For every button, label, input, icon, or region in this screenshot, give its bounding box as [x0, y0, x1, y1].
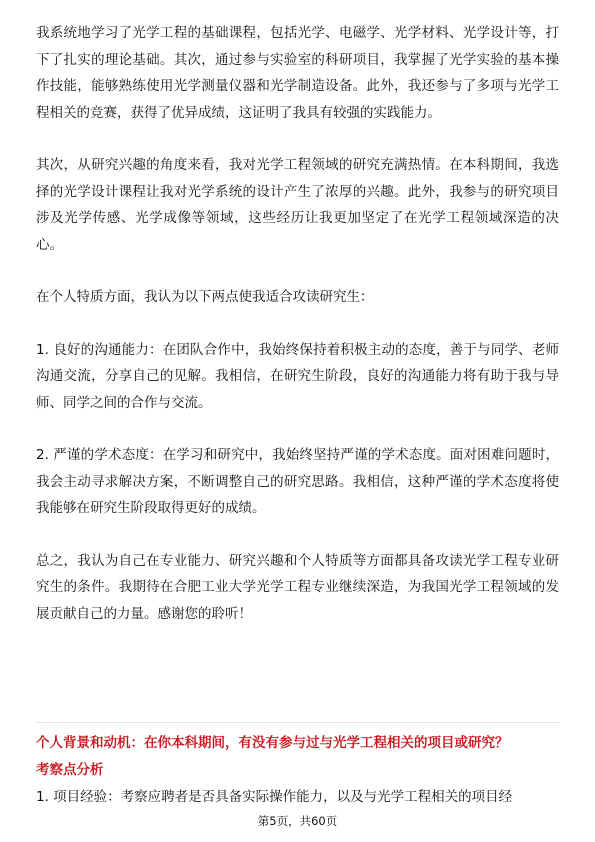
paragraph-gap	[36, 522, 559, 548]
paragraph-gap	[36, 258, 559, 284]
page-number: 第5页，共60页	[257, 814, 338, 828]
paragraph-gap	[36, 311, 559, 337]
paragraph-research-interest: 其次，从研究兴趣的角度来看，我对光学工程领域的研究充满热情。在本科期间，我选择的光学设计课程让我对光学系统的设计产生了浓厚的兴趣。此外，我参与的研究项目涉及光学传感、光学成像等领域，这些经历让我更加坚定了在光学工程领域深造的决心。	[36, 157, 559, 253]
paragraph-coursework: 我系统地学习了光学工程的基础课程，包括光学、电磁学、光学材料、光学设计等，打下了扎实的理论基础。其次，通过参与实验室的科研项目，我掌握了光学实验的基本操作技能，能够熟练使用光学测量仪器和光学制造设备。此外，我还参与了多项与光学工程相关的竞赛，获得了优异成绩，这证明了我具有较强的实践能力。	[36, 25, 559, 121]
section-divider	[36, 722, 559, 723]
paragraph-trait-communication: 1. 良好的沟通能力：在团队合作中，我始终保持着积极主动的态度，善于与同学、老师沟通交流，分享自己的见解。我相信，在研究生阶段，良好的沟通能力将有助于我与导师、同学之间的合作与交流。	[36, 341, 559, 411]
paragraph-personal-traits-intro: 在个人特质方面，我认为以下两点使我适合攻读研究生：	[36, 289, 374, 305]
analysis-item-project-experience: 1. 项目经验：考察应聘者是否具备实际操作能力，以及与光学工程相关的项目经	[36, 789, 513, 805]
paragraph-gap	[36, 416, 559, 442]
paragraph-gap	[36, 126, 559, 152]
analysis-heading: 考察点分析	[36, 762, 104, 778]
paragraph-trait-rigor: 2. 严谨的学术态度：在学习和研究中，我始终坚持严谨的学术态度。面对困难问题时，我会主动寻求解决方案，不断调整自己的研究思路。我相信，这种严谨的学术态度将使我能够在研究生阶段取得更好的成绩。	[36, 447, 559, 516]
question-heading: 个人背景和动机：在你本科期间，有没有参与过与光学工程相关的项目或研究？	[36, 735, 509, 751]
paragraph-conclusion: 总之，我认为自己在专业能力、研究兴趣和个人特质等方面都具备攻读光学工程专业研究生的条件。我期待在合肥工业大学光学工程专业继续深造，为我国光学工程领域的发展贡献自己的力量。感谢您的聆听！	[36, 552, 559, 622]
answer-body	[36, 20, 559, 627]
